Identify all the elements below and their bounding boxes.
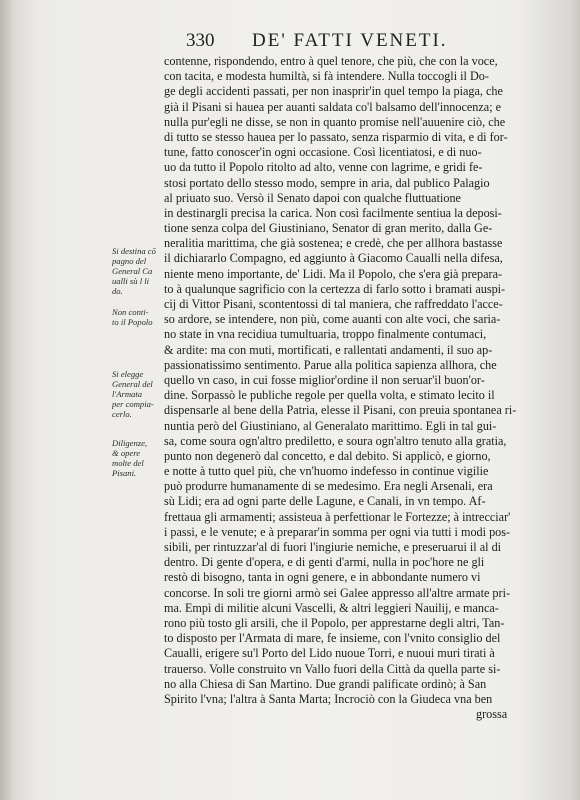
page-number: 330 — [186, 30, 215, 51]
margin-note-1 — [112, 246, 164, 296]
text-line: & ardite: ma con muti, mortificati, e rallentati andamenti, il suo ap- — [164, 342, 493, 357]
text-line: quello vn caso, in cui fosse miglior'ordine il non seruar'il buon'or- — [164, 372, 485, 387]
margin-note-line: Si destina cō — [112, 246, 156, 256]
text-line: cij di Vittor Pisani, scontentossi di tal maniera, che raffreddato l'acce- — [164, 297, 503, 311]
text-line: niente meno importante, de' Lidi. Ma il Popolo, che s'era già prepara- — [164, 266, 503, 281]
text-line: grossa — [476, 707, 508, 722]
margin-note-line: Pisani. — [112, 468, 137, 478]
text-line: restò di bisogno, tanta in ogni genere, e in abbondante numero vi — [164, 570, 481, 585]
margin-note-line: to il Popolo — [112, 317, 153, 327]
text-line: neralitia marittima, che già sosteneа; e credè, che per allhora bastasse — [164, 236, 503, 251]
margin-note-4 — [112, 438, 164, 478]
text-line: stosi portato dello stesso modo, sempre in aria, dal publico Palagio — [164, 175, 490, 190]
text-line: al priuato suo. Versò il Senato dapoi con qualche fluttuatione — [164, 190, 461, 205]
text-line: to disposto per l'Armata di mare, fe insieme, con l'vnito consiglio del — [164, 631, 501, 646]
text-line: ma. Empì di militie alcuni Vascelli, & altri leggieri Nauilij, e manca- — [164, 600, 499, 615]
text-line: Spirito l'vna; l'altra à Santa Marta; Incrociò con la Giudeca vna ben — [164, 691, 493, 706]
text-line: dentro. Di gente d'opera, e di genti d'armi, nulla in poc'hore ne gli — [164, 555, 485, 570]
margin-note-line: do. — [112, 286, 123, 296]
margin-note-line: Diligenze, — [112, 438, 148, 448]
page-header — [180, 30, 480, 56]
margin-note-line: General del — [112, 379, 153, 389]
text-line: ge degli accidenti passati, per non inasprir'in quel tempo la piaga, che — [164, 84, 503, 99]
text-line: nulla pur'egli ne disse, se non in quanto promise nell'auuenire ciò, che — [164, 114, 506, 129]
margin-note-line: General Ca — [112, 266, 153, 276]
text-line: so ardore, se intendere, non più, come auanti con alte voci, che saria- — [164, 312, 501, 327]
text-line: concorse. In soli tre giorni armò sei Galee appresso all'altre armate pri- — [164, 585, 511, 600]
body-text — [164, 54, 554, 722]
text-line: to à qualunque sagrificio con la certezza di farlo sotto i bramati auspi- — [164, 281, 506, 296]
text-line: il dichiararlo Compagno, ed aggiunto à Giacomo Caualli nella difesa, — [164, 251, 503, 266]
margin-note-line: & opere — [112, 448, 141, 458]
text-line: dispensarle al bene della Patria, elesse il Pisani, con preuia spontanea ri- — [164, 403, 517, 418]
text-line: rono più tosto gli arsili, che il Popolo, per apprestarne degli altri, Tan- — [164, 615, 505, 630]
text-line: trauerso. Volle construito vn Vallo fuori della Città da quella parte si- — [164, 661, 501, 676]
text-line: passionatissimo sentimento. Parue alla politica sapienza allhora, che — [164, 357, 497, 372]
text-line: no state in vna recidiua tumultuaria, troppo finalmente contumaci, — [164, 327, 487, 342]
margin-note-line: molte del — [112, 458, 144, 468]
text-line: nuntia però del Giustiniano, al Generalato marittimo. Egli in tal gui- — [164, 418, 497, 433]
text-line: no alla Chiesa di San Martino. Due grandi palificate ordinò; à San — [164, 676, 487, 691]
margin-note-line: per compia- — [112, 399, 154, 409]
text-line: in destinargli precisa la carica. Non così facilmente sentiua la deposi- — [164, 205, 502, 220]
text-line: i passi, e le venute; e à preparar'in somma per ogni via tutti i modi pos- — [164, 524, 511, 539]
margin-note-line: ualli sù l li — [112, 276, 150, 286]
margin-note-line: cerlo. — [112, 409, 132, 419]
text-line: frettaua gli armamenti; assisteua à perfettionar le Fortezze; à intrecciar' — [164, 509, 511, 524]
text-line: e notte à tutto quel più, che vn'huomo indefesso in continue vigilie — [164, 464, 489, 479]
text-line: di tutto se stesso haueа per lo passato, senza risparmio di vita, e di for- — [164, 129, 508, 144]
margin-note-3 — [112, 369, 164, 419]
text-line: uo da tutto il Popolo ritolto ad alto, venne con lagrime, e gridi fe- — [164, 160, 483, 175]
text-line: Caualli, erigere su'l Porto del Lido nuoue Torri, e nuoui muri tirati à — [164, 646, 495, 661]
margin-note-line: Si elegge — [112, 369, 144, 379]
margin-note-line: Non conti- — [112, 307, 149, 317]
text-line: tione senza colpa del Giustiniano, Senator di gran merito, dalla Ge- — [164, 221, 493, 236]
text-line: contenne, rispondendo, entro à quel tenore, che più, che con la voce, — [164, 54, 498, 68]
margin-note-line: pagno del — [112, 256, 147, 266]
running-head: DE' FATTI VENETI. — [252, 30, 448, 51]
margin-note-2 — [112, 307, 164, 327]
text-line: può produrre humanamente di se medesimo. Era negli Arsenali, era — [164, 479, 493, 494]
text-line: tune, fatto conoscer'in ogni occasione. Così licentiatosi, e di nuo- — [164, 145, 482, 160]
text-line: sù Lidi; era ad ogni parte delle Lagune, e Canali, in vn tempo. Af- — [164, 494, 486, 509]
text-line: sibili, per rintuzzar'al di fuori l'ingiurie nemiche, e preseruarui il al di — [164, 540, 502, 554]
text-line: già il Pisani si haueа per auanti saldata co'l balsamo dell'innocenza; e — [164, 99, 502, 114]
text-line: sa, come soura ogn'altro prediletto, e soura ogn'altro tenuto alla gratia, — [164, 433, 507, 448]
text-line: dine. Sorpassò le publiche regole per quella volta, e stimato lecito il — [164, 388, 495, 403]
text-line: con tacita, e modesta humiltà, si fà intendere. Nulla toccogli il Do- — [164, 69, 489, 84]
text-line: punto non degenerò dal concetto, e dal debito. Si applicò, e giorno, — [164, 448, 491, 463]
margin-note-line: l'Armata — [112, 389, 143, 399]
